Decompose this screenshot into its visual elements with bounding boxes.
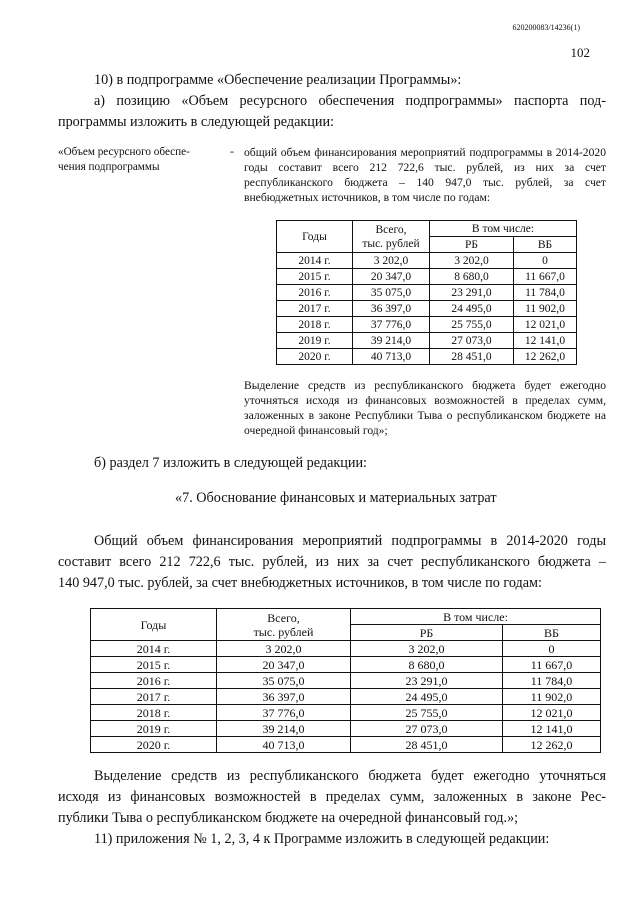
cell-rb: 8 680,0 [430,269,514,285]
table-row [277,317,577,333]
header-incl: В том числе: [351,609,601,625]
item-a-line1: а) позицию «Объем ресурсного обеспечения подпрограммы» паспорта под- [94,93,606,109]
cell-total: 40 713,0 [217,737,351,753]
cell-rb: 28 451,0 [430,349,514,365]
table-row [277,301,577,317]
header-total-line2: тыс. рублей [253,624,314,639]
item-10: 10) в подпрограмме «Обеспечение реализации Программы»: [94,72,462,88]
table-row [91,689,601,705]
paragraph-line2: составит всего 212 722,6 тыс. рублей, из них за счет республиканского бюджета – [58,554,606,570]
cell-year: 2018 г. [91,705,217,721]
section-funding-table [90,608,601,753]
item-b: б) раздел 7 изложить в следующей редакции: [94,455,367,471]
cell-vb: 12 021,0 [514,317,577,333]
cell-total: 3 202,0 [217,641,351,657]
cell-rb: 8 680,0 [351,657,503,673]
cell-rb: 27 073,0 [351,721,503,737]
header-rb: РБ [351,625,503,641]
passport-label-line2: чения подпрограммы [58,161,160,173]
passport-label [58,145,228,175]
final-note-line1: Выделение средств из республиканского бюджета будет ежегодно уточняться [94,768,606,784]
passport-label-line1: «Объем ресурсного обеспе- [58,146,190,158]
cell-rb: 3 202,0 [351,641,503,657]
cell-rb: 27 073,0 [430,333,514,349]
cell-rb: 23 291,0 [351,673,503,689]
cell-year: 2020 г. [91,737,217,753]
cell-year: 2014 г. [277,253,353,269]
cell-vb: 12 262,0 [503,737,601,753]
cell-total: 35 075,0 [217,673,351,689]
cell-total: 40 713,0 [353,349,430,365]
cell-vb: 11 902,0 [503,689,601,705]
passport-dash: - [230,144,234,158]
header-vb: ВБ [514,237,577,253]
cell-vb: 0 [514,253,577,269]
cell-total: 20 347,0 [353,269,430,285]
cell-year: 2018 г. [277,317,353,333]
final-note-line3: публики Тыва о республиканском бюджете на очередной финансовый год.»; [58,810,519,826]
cell-vb: 11 902,0 [514,301,577,317]
header-vb: ВБ [503,625,601,641]
paragraph-line1: Общий объем финансирования мероприятий подпрограммы в 2014-2020 годы [94,533,606,549]
cell-vb: 12 021,0 [503,705,601,721]
section-table-body [91,641,601,753]
section-title: «7. Обоснование финансовых и материальных затрат [175,490,497,506]
header-years: Годы [277,221,353,253]
item-11: 11) приложения № 1, 2, 3, 4 к Программе изложить в следующей редакции: [94,831,550,847]
cell-year: 2015 г. [277,269,353,285]
cell-total: 36 397,0 [217,689,351,705]
cell-vb: 11 784,0 [514,285,577,301]
cell-rb: 23 291,0 [430,285,514,301]
cell-rb: 25 755,0 [430,317,514,333]
cell-vb: 12 141,0 [514,333,577,349]
cell-vb: 12 141,0 [503,721,601,737]
cell-vb: 11 667,0 [503,657,601,673]
table-row [277,349,577,365]
cell-year: 2016 г. [277,285,353,301]
passport-note: Выделение средств из республиканского бюджета будет ежегодно уточняться исходя из финансовых возможностей в пределах сумм, заложенных в законе Республики Тыва о республиканском бюджете на очередной финансовый год»; [244,379,606,437]
table-row [277,333,577,349]
cell-total: 20 347,0 [217,657,351,673]
table-row [91,657,601,673]
header-total [217,609,351,641]
cell-total: 37 776,0 [217,705,351,721]
cell-rb: 24 495,0 [351,689,503,705]
cell-total: 35 075,0 [353,285,430,301]
document-id: 620200083/14236(1) [512,23,580,32]
cell-year: 2019 г. [91,721,217,737]
header-total-line1: Всего, [375,223,407,236]
cell-rb: 3 202,0 [430,253,514,269]
cell-year: 2014 г. [91,641,217,657]
header-rb: РБ [430,237,514,253]
cell-rb: 24 495,0 [430,301,514,317]
cell-year: 2020 г. [277,349,353,365]
table-row [91,705,601,721]
cell-year: 2016 г. [91,673,217,689]
header-incl: В том числе: [430,221,577,237]
header-total [353,221,430,253]
table-row [277,253,577,269]
cell-vb: 11 784,0 [503,673,601,689]
cell-vb: 0 [503,641,601,657]
page-number: 102 [570,45,590,60]
header-years: Годы [91,609,217,641]
cell-year: 2019 г. [277,333,353,349]
cell-total: 39 214,0 [353,333,430,349]
paragraph-line3: 140 947,0 тыс. рублей, за счет внебюджетных источников, в том числе по годам: [58,575,542,591]
cell-vb: 11 667,0 [514,269,577,285]
table-row [91,737,601,753]
passport-text: общий объем финансирования мероприятий подпрограммы в 2014-2020 годы составит всего 212 722,6 тыс. рублей, из них за счет республиканского бюджета – 140 947,0 тыс. рублей, за счет внебюджетных источников, в том числе по годам: [244,146,606,204]
cell-total: 3 202,0 [353,253,430,269]
cell-total: 36 397,0 [353,301,430,317]
header-total-line2: тыс. рублей [362,237,420,250]
cell-vb: 12 262,0 [514,349,577,365]
cell-rb: 25 755,0 [351,705,503,721]
cell-year: 2017 г. [277,301,353,317]
cell-rb: 28 451,0 [351,737,503,753]
final-note-line2: исходя из финансовых возможностей в пределах сумм, заложенных в законе Рес- [58,789,606,805]
cell-total: 39 214,0 [217,721,351,737]
table-row [91,673,601,689]
cell-year: 2015 г. [91,657,217,673]
passport-funding-table [276,220,577,365]
table-row [91,641,601,657]
header-total-line1: Всего, [267,610,300,625]
table-row [91,721,601,737]
table-row [277,285,577,301]
cell-total: 37 776,0 [353,317,430,333]
item-a-line2: программы изложить в следующей редакции: [58,114,334,130]
table-row [277,269,577,285]
passport-table-body [277,253,577,365]
cell-year: 2017 г. [91,689,217,705]
